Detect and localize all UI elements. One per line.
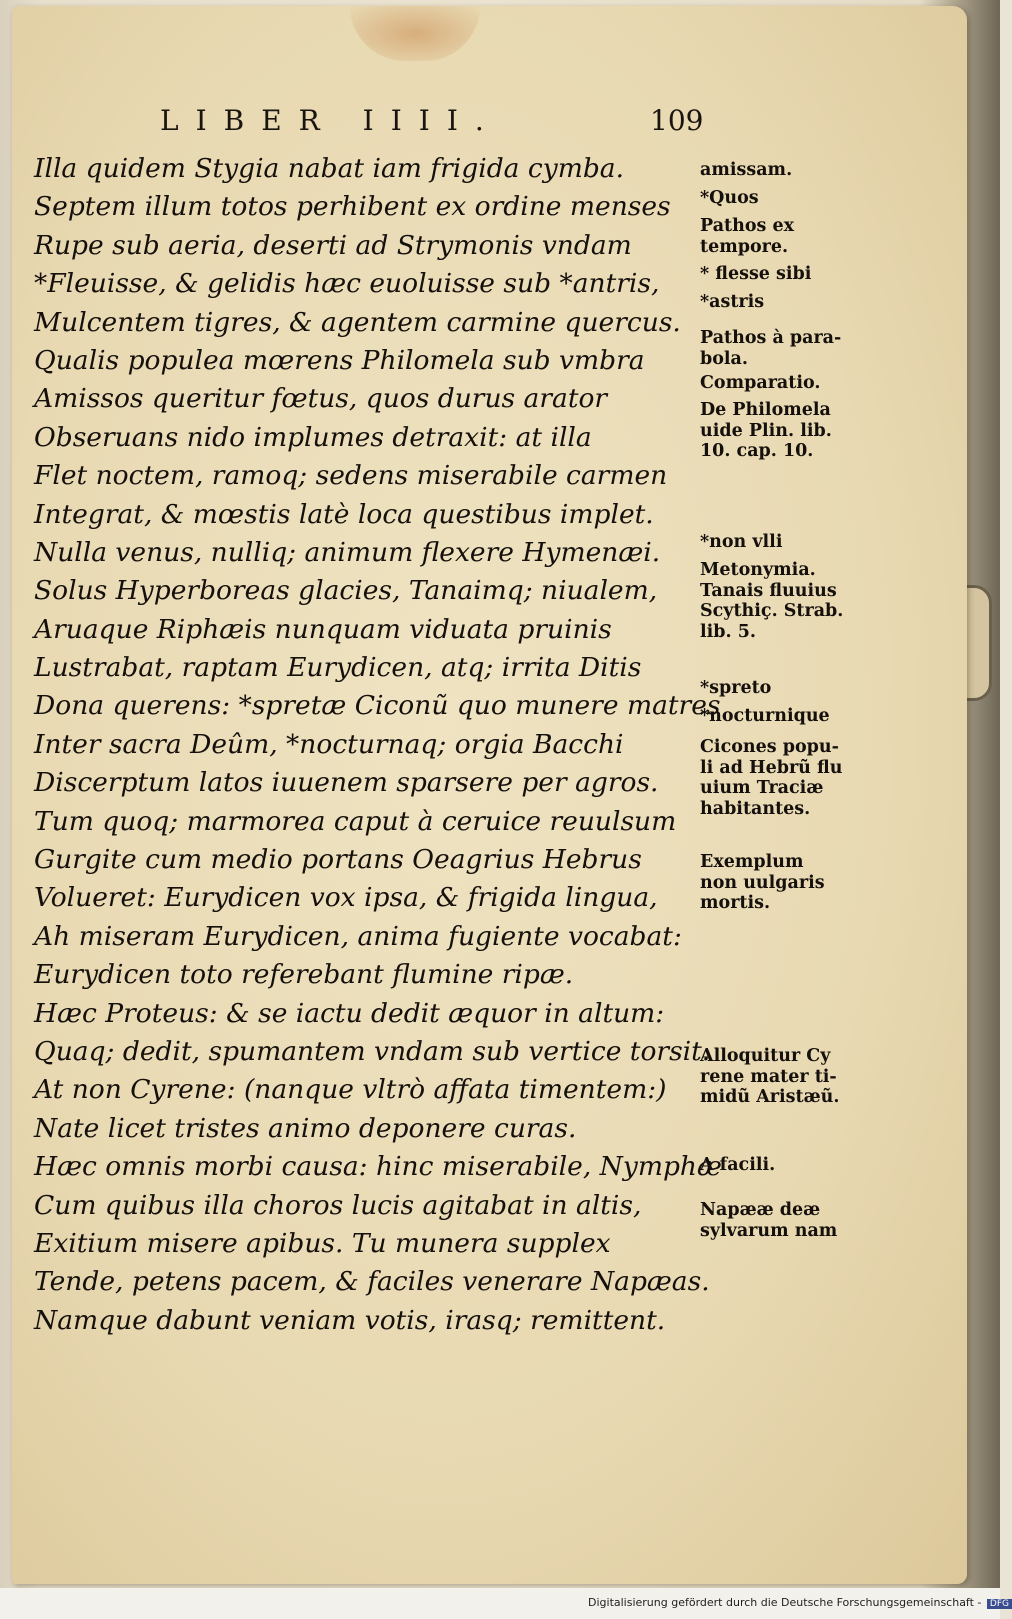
marginal-note [700,737,842,819]
marginal-note [700,678,771,699]
verse-line: Septem illum totos perhibent ex ordine menses [34,191,671,223]
verse-line: Hæc Proteus: & se iactu dedit æquor in altum: [34,997,665,1029]
marginal-note-line: rene mater ti- [700,1066,837,1087]
marginal-note [700,1200,837,1241]
verse-line: Mulcentem tigres, & agentem carmine quercus. [34,306,681,338]
verse-line: Qualis populea mœrens Philomela sub vmbra [34,344,645,376]
verse-line: Namque dabunt veniam votis, irasq; remittent. [34,1304,666,1336]
marginal-note-line: Exemplum [700,852,804,872]
marginal-note-line: Comparatio. [700,373,821,393]
marginal-note-line: * flesse sibi [700,264,812,284]
marginal-note [700,160,792,181]
running-head [160,104,720,144]
verse-line: Integrat, & mœstis latè loca questibus implet. [34,498,654,530]
marginal-note [700,706,830,727]
verse-line: At non Cyrene: (nanque vltrò affata timentem:) [34,1074,667,1106]
verse-line: Nate licet tristes animo deponere curas. [34,1112,577,1144]
marginal-note [700,400,832,462]
dfg-logo: DFG [987,1599,1012,1609]
marginal-note-line: non uulgaris [700,872,825,893]
verse-line: Nulla venus, nulliq; animum flexere Hymenæi. [34,536,661,568]
marginal-note-line: midũ Aristæũ. [700,1087,840,1107]
verse-line: Lustrabat, raptam Eurydicen, atq; irrita Ditis [34,652,642,684]
verse-line: Volueret: Eurydicen vox ipsa, & frigida lingua, [34,882,658,914]
verse-line: Solus Hyperboreas glacies, Tanaimq; niualem, [34,575,658,607]
marginal-note-line: Scythiç. Strab. [700,601,844,621]
digitization-credit [588,1596,1009,1616]
verse-line: Tende, petens pacem, & faciles venerare Napæas. [34,1266,710,1298]
marginal-note-line: uide Plin. lib. [700,420,832,441]
marginal-note [700,1155,775,1176]
marginal-note-line: uium Traciæ [700,778,824,798]
marginal-note-line: amissam. [700,160,793,180]
marginal-note [700,216,794,257]
verse-line: Exitium misere apibus. Tu munera supplex [34,1227,611,1259]
marginal-note-line: *astris [700,292,765,312]
marginal-notes [700,160,885,1310]
marginal-note-line: mortis. [700,893,771,913]
marginal-note-line: tempore. [700,236,789,257]
marginal-note-line: Pathos à para- [700,328,842,348]
marginal-note-line: *nocturnique [700,706,830,726]
verse-line: Cum quibus illa choros lucis agitabat in altis, [34,1189,642,1221]
verse-line: Aruaque Riphæis nunquam viduata pruinis [34,613,612,645]
verse-line: Ah miseram Eurydicen, anima fugiente vocabat: [34,920,682,952]
marginal-note [700,292,764,313]
marginal-note-line: *non vlli [700,532,783,552]
verse-line: Flet noctem, ramoq; sedens miserabile carmen [34,460,668,492]
marginal-note-line: sylvarum nam [700,1220,838,1241]
marginal-note-line: lib. 5. [700,621,756,642]
marginal-note-line: li ad Hebrũ flu [700,757,843,778]
verse-line: Obseruans nido implumes detraxit: at illa [34,421,592,453]
verse-line: Gurgite cum medio portans Oeagrius Hebrus [34,844,642,876]
marginal-note [700,264,811,285]
marginal-note [700,328,841,369]
verse-line: Quaq; dedit, spumantem vndam sub vertice torsit. [34,1035,711,1067]
marginal-note-line: Metonymia. [700,560,816,580]
marginal-note [700,852,825,914]
marginal-note [700,188,759,209]
marginal-note-line: bola. [700,348,748,369]
marginal-note-line: habitantes. [700,798,811,819]
marginal-note-line: *spreto [700,678,772,698]
marginal-note-line: *Quos [700,188,759,208]
marginal-note [700,1046,839,1108]
marginal-note-line: Pathos ex [700,216,795,236]
page-number: 109 [650,104,704,137]
verse-line: Eurydicen toto referebant flumine ripæ. [34,959,574,991]
marginal-note-line: Cicones popu- [700,737,839,757]
verse-line: *Fleuisse, & gelidis hæc euoluisse sub *antris, [34,268,660,300]
verse-line: Rupe sub aeria, deserti ad Strymonis vndam [34,229,632,261]
marginal-note-line: Tanais fluuius [700,580,837,601]
running-title: LIBER IIII. [160,104,501,137]
marginal-note-line: 10. cap. 10. [700,441,814,461]
verse-line: Hæc omnis morbi causa: hinc miserabile, Nymphæ [34,1151,722,1183]
verse-line: Discerptum latos iuuenem sparsere per agros. [34,767,659,799]
verse-line: Tum quoq; marmorea caput à ceruice reuulsum [34,805,677,837]
verse-line: Dona querens: *spretæ Ciconũ quo munere matres [34,690,721,722]
marginal-note-line: A facili. [700,1155,776,1175]
marginal-note [700,373,820,394]
marginal-note-line: De Philomela [700,400,831,420]
marginal-note-line: Alloquitur Cy [700,1046,831,1066]
verse-line: Illa quidem Stygia nabat iam frigida cymba. [34,153,625,184]
credit-text: Digitalisierung gefördert durch die Deutsche Forschungsgemeinschaft - [588,1596,982,1609]
marginal-note [700,560,843,642]
marginal-note [700,532,782,553]
marginal-note-line: Napææ deæ [700,1200,821,1220]
verse-line: Inter sacra Deûm, *nocturnaq; orgia Bacchi [34,728,624,760]
verse-block [34,150,722,1340]
verse-line: Amissos queritur fœtus, quos durus arator [34,383,608,415]
